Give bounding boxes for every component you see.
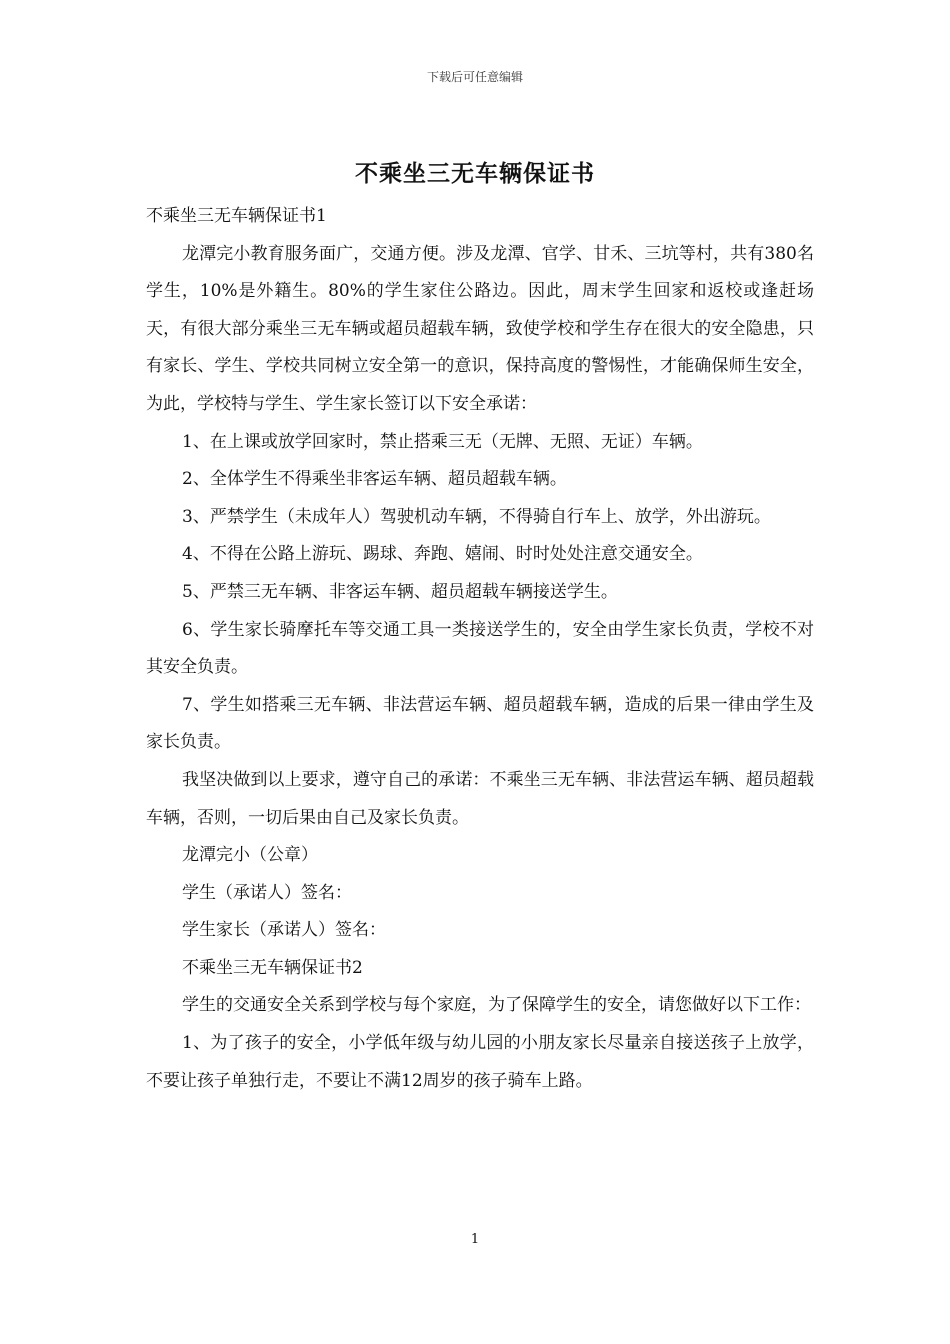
paragraph-11: 龙潭完小（公章） <box>182 845 318 866</box>
paragraph-9: 7、学生如搭乘三无车辆、非法营运车辆、超员超载车辆，造成的后果一律由学生及家长负责。 <box>146 694 814 753</box>
paragraph-12: 学生（承诺人）签名： <box>182 882 352 903</box>
paragraph-1: 不乘坐三无车辆保证书1 <box>146 206 327 226</box>
paragraph-10: 我坚决做到以上要求，遵守自己的承诺：不乘坐三无车辆、非法营运车辆、超员超载车辆，否则，一切后果由自己及家长负责。 <box>146 769 814 828</box>
paragraph-15: 学生的交通安全关系到学校与每个家庭，为了保障学生的安全，请您做好以下工作： <box>182 995 811 1016</box>
paragraph-5: 3、严禁学生（未成年人）驾驶机动车辆，不得骑自行车上、放学，外出游玩。 <box>182 506 771 527</box>
document-body <box>146 198 814 1100</box>
paragraph-4: 2、全体学生不得乘坐非客运车辆、超员超载车辆。 <box>182 469 567 490</box>
paragraph-2: 龙潭完小教育服务面广，交通方便。涉及龙潭、官学、甘禾、三坑等村，共有380名学生，10%是外籍生。80%的学生家住公路边。因此，周末学生回家和返校或逢赶场天，有很大部分乘坐三无车辆或超员超载车辆，致使学校和学生存在很大的安全隐患，只有家长、学生、学校共同树立安全第一的意识，保持高度的警惕性，才能确保师生安全，为此，学校特与学生、学生家长签订以下安全承诺： <box>146 243 814 414</box>
page-number: 1 <box>470 1232 480 1247</box>
paragraph-6: 4、不得在公路上游玩、踢球、奔跑、嬉闹、时时处处注意交通安全。 <box>182 544 703 565</box>
page-header-note: 下载后可任意编辑 <box>426 70 523 84</box>
paragraph-8: 6、学生家长骑摩托车等交通工具一类接送学生的，安全由学生家长负责，学校不对其安全负责。 <box>146 619 814 678</box>
paragraph-7: 5、严禁三无车辆、非客运车辆、超员超载车辆接送学生。 <box>182 581 618 602</box>
paragraph-14: 不乘坐三无车辆保证书2 <box>182 957 363 978</box>
paragraph-13: 学生家长（承诺人）签名： <box>182 920 386 941</box>
document-title: 不乘坐三无车辆保证书 <box>355 161 595 187</box>
paragraph-3: 1、在上课或放学回家时，禁止搭乘三无（无牌、无照、无证）车辆。 <box>182 431 703 452</box>
paragraph-16: 1、为了孩子的安全，小学低年级与幼儿园的小朋友家长尽量亲自接送孩子上放学，不要让孩子单独行走，不要让不满12周岁的孩子骑车上路。 <box>146 1033 814 1091</box>
